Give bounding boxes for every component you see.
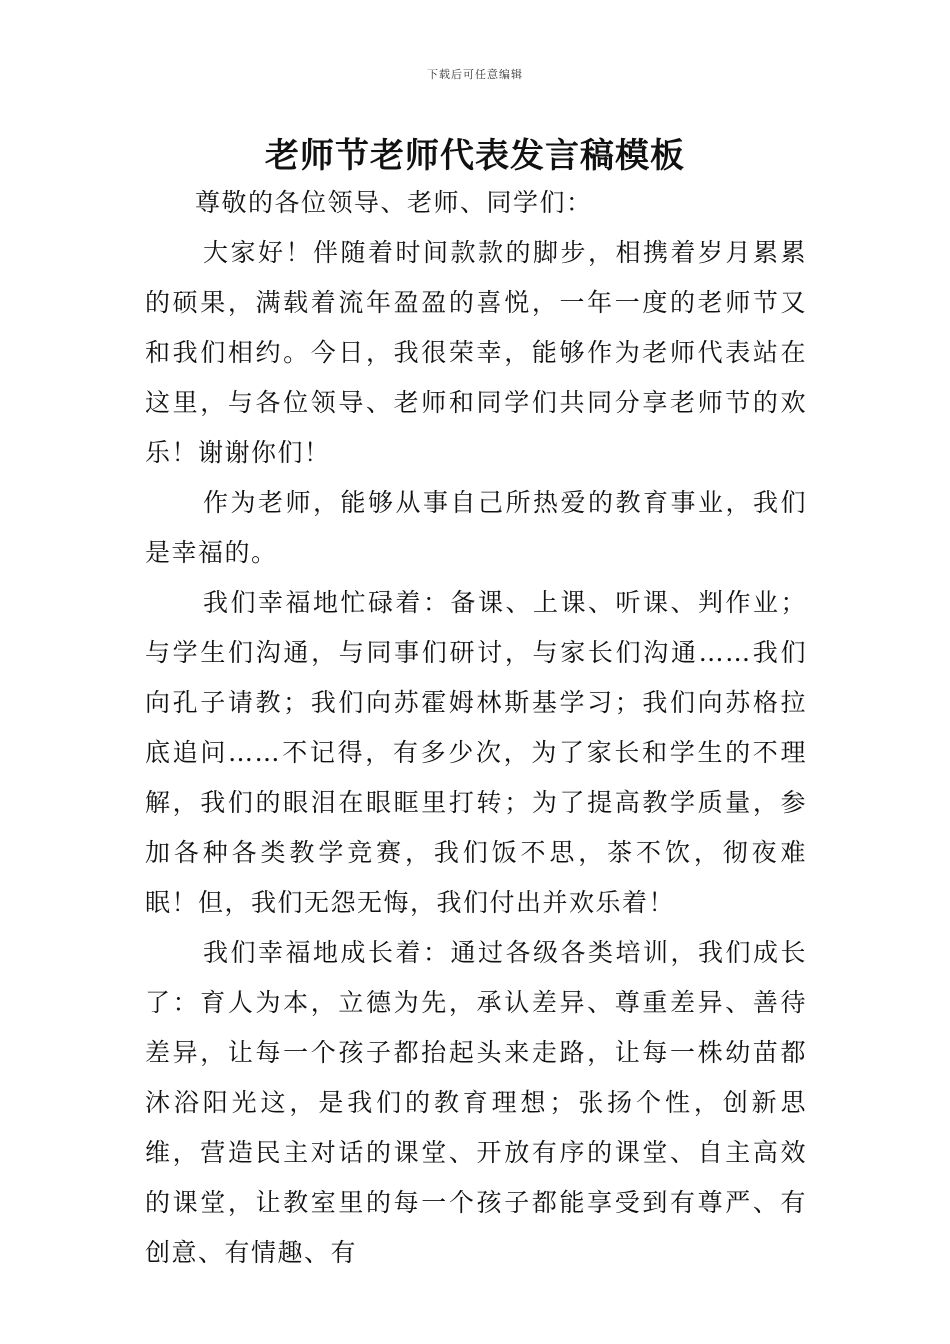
paragraph-busy: 我们幸福地忙碌着：备课、上课、听课、判作业；与学生们沟通，与同事们研讨，与家长们沟通……我们向孔子请教；我们向苏霍姆林斯基学习；我们向苏格拉底追问……不记得，有多少次，为了家长和学生的不理解，我们的眼泪在眼眶里打转；为了提高教学质量，参加各种各类教学竞赛，我们饭不思，茶不饮，彻夜难眠！但，我们无怨无悔，我们付出并欢乐着！	[145, 588, 807, 917]
document-body	[145, 178, 807, 1278]
paragraph-growth: 我们幸福地成长着：通过各级各类培训，我们成长了：育人为本，立德为先，承认差异、尊重差异、善待差异，让每一个孩子都抬起头来走路，让每一株幼苗都沐浴阳光这，是我们的教育理想；张扬个性，创新思维，营造民主对话的课堂、开放有序的课堂、自主高效的课堂，让教室里的每一个孩子都能享受到有尊严、有创意、有情趣、有	[145, 938, 807, 1267]
salutation: 尊敬的各位领导、老师、同学们：	[195, 188, 593, 217]
document-title: 老师节老师代表发言稿模板	[265, 136, 685, 176]
paragraph-greeting: 大家好！伴随着时间款款的脚步，相携着岁月累累的硕果，满载着流年盈盈的喜悦，一年一度的老师节又和我们相约。今日，我很荣幸，能够作为老师代表站在这里，与各位领导、老师和同学们共同分享老师节的欢乐！谢谢你们！	[145, 238, 807, 467]
header-note: 下载后可任意编辑	[427, 68, 523, 81]
paragraph-happiness: 作为老师，能够从事自己所热爱的教育事业，我们是幸福的。	[145, 488, 807, 567]
